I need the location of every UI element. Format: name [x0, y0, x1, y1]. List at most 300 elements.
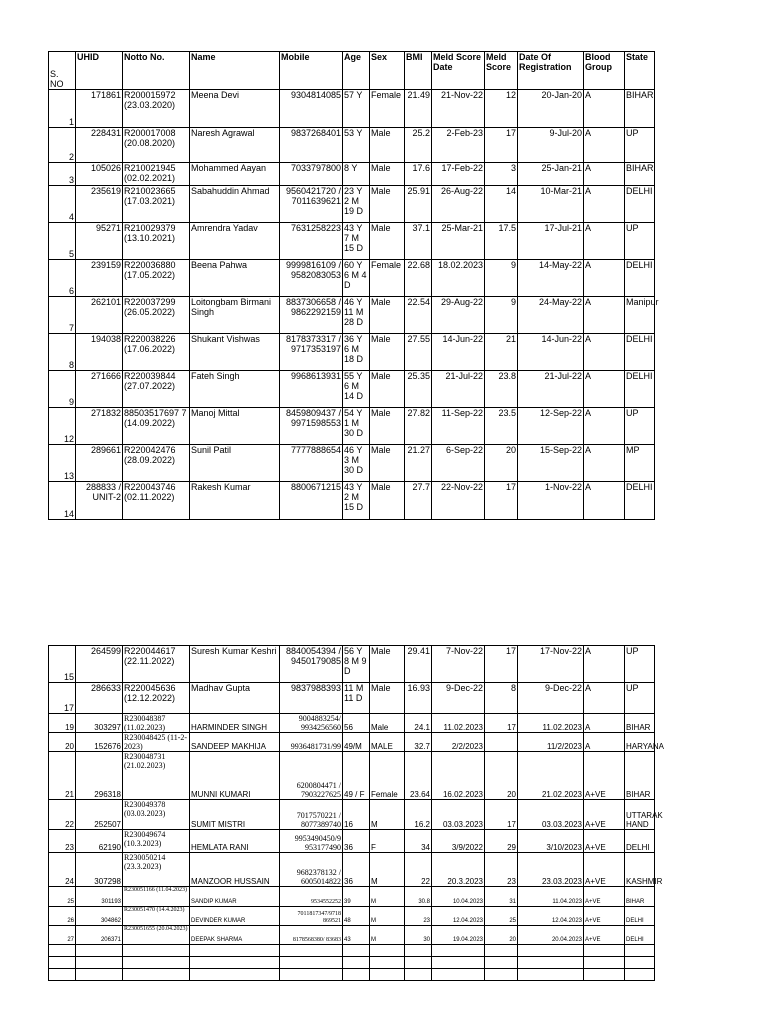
cell-notto: R200015972 (23.03.2020) [123, 90, 190, 128]
cell-sex: Male [370, 334, 405, 371]
empty-cell [190, 945, 280, 957]
cell-blood: A+VE [584, 800, 625, 830]
cell-age: 36 Y 6 M 18 D [343, 334, 370, 371]
cell-bmi: 24.1 [405, 714, 432, 733]
cell-bmi: 16.2 [405, 800, 432, 830]
cell-sno: 8 [49, 334, 76, 371]
cell-notto: R220045636 (12.12.2022) [123, 683, 190, 714]
cell-sex: M [370, 907, 405, 926]
cell-sno: 1 [49, 90, 76, 128]
empty-cell [280, 957, 343, 969]
cell-bmi: 22 [405, 853, 432, 887]
cell-meld: 29 [485, 830, 518, 853]
cell-meld: 31 [485, 887, 518, 907]
cell-meld-date: 16.02.2023 [432, 752, 485, 800]
cell-bmi: 27.82 [405, 408, 432, 445]
empty-cell [432, 945, 485, 957]
cell-sex: F [370, 830, 405, 853]
cell-uhid: 303297 [76, 714, 123, 733]
empty-cell [49, 945, 76, 957]
cell-meld: 17 [485, 800, 518, 830]
cell-meld-date: 14-Jun-22 [432, 334, 485, 371]
cell-sex: M [370, 887, 405, 907]
cell-reg-date: 9-Jul-20 [518, 128, 584, 163]
cell-meld: 8 [485, 683, 518, 714]
cell-sex: M [370, 853, 405, 887]
cell-state: DELHI [625, 907, 655, 926]
cell-sno: 20 [49, 733, 76, 752]
cell-notto: R220044617 (22.11.2022) [123, 646, 190, 683]
cell-meld: 20 [485, 445, 518, 482]
cell-meld: 9 [485, 260, 518, 297]
empty-cell [123, 957, 190, 969]
cell-name: Amrendra Yadav [190, 223, 280, 260]
cell-blood: A [584, 186, 625, 223]
table-row [49, 926, 655, 945]
cell-blood: A [584, 714, 625, 733]
cell-age: 49 / F [343, 752, 370, 800]
empty-cell [76, 945, 123, 957]
cell-uhid: 194038 [76, 334, 123, 371]
cell-meld-date: 19.04.2023 [432, 926, 485, 945]
cell-reg-date: 20.04.2023 [518, 926, 584, 945]
table-row [49, 752, 655, 800]
cell-age: 53 Y [343, 128, 370, 163]
cell-blood: A+VE [584, 887, 625, 907]
table-row [49, 260, 655, 297]
cell-sno: 22 [49, 800, 76, 830]
table-row [49, 186, 655, 223]
cell-notto: R230048387 (11.02.2023) [123, 714, 190, 733]
cell-bmi: 22.54 [405, 297, 432, 334]
cell-mobile: 8837306658 / 9862292159 [280, 297, 343, 334]
cell-name: Suresh Kumar Keshri [190, 646, 280, 683]
cell-uhid: 262101 [76, 297, 123, 334]
cell-meld-date: 03.03.2023 [432, 800, 485, 830]
cell-notto: R220039844 (27.07.2022) [123, 371, 190, 408]
cell-notto: R230048425 (11-2-2023) [123, 733, 190, 752]
cell-bmi: 16.93 [405, 683, 432, 714]
table-row [49, 482, 655, 520]
cell-sex: MALE [370, 733, 405, 752]
cell-sno: 12 [49, 408, 76, 445]
col-header-mobile: Mobile [280, 52, 343, 90]
cell-uhid: 95271 [76, 223, 123, 260]
table-row [49, 853, 655, 887]
cell-mobile: 9837988393 [280, 683, 343, 714]
cell-bmi: 23 [405, 907, 432, 926]
cell-blood: A [584, 163, 625, 186]
cell-blood: A [584, 297, 625, 334]
cell-mobile: 7777888654 [280, 445, 343, 482]
cell-state: MP [625, 445, 655, 482]
cell-name: Rakesh Kumar [190, 482, 280, 520]
cell-sex: Male [370, 297, 405, 334]
empty-cell [625, 945, 655, 957]
cell-meld-date: 21-Nov-22 [432, 90, 485, 128]
cell-sex: Male [370, 482, 405, 520]
cell-bmi: 37.1 [405, 223, 432, 260]
cell-state: BIHAR [625, 752, 655, 800]
col-header-blood-group: Blood Group [584, 52, 625, 90]
cell-state: UP [625, 128, 655, 163]
cell-mobile: 7033797800 [280, 163, 343, 186]
cell-uhid: 296318 [76, 752, 123, 800]
table-row [49, 334, 655, 371]
col-header-reg-date: Date Of Registration [518, 52, 584, 90]
cell-reg-date: 24-May-22 [518, 297, 584, 334]
cell-notto: R210021945 (02.02.2021) [123, 163, 190, 186]
cell-notto: 88503517697 7 (14.09.2022) [123, 408, 190, 445]
empty-cell [518, 957, 584, 969]
empty-cell [370, 957, 405, 969]
cell-blood: A [584, 733, 625, 752]
cell-sno: 25 [49, 887, 76, 907]
cell-age: 43 Y 2 M 15 D [343, 482, 370, 520]
cell-uhid: 307298 [76, 853, 123, 887]
cell-bmi: 25.35 [405, 371, 432, 408]
cell-blood: A+VE [584, 853, 625, 887]
cell-sno: 14 [49, 482, 76, 520]
cell-age: 39 [343, 887, 370, 907]
cell-uhid: 264599 [76, 646, 123, 683]
cell-blood: A+VE [584, 907, 625, 926]
table-row [49, 371, 655, 408]
cell-notto: R230051166 (11.04.2023) [123, 887, 190, 907]
cell-mobile: 9560421720 / 7011639621 [280, 186, 343, 223]
cell-blood: A+VE [584, 830, 625, 853]
cell-age: 46 Y 3 M 30 D [343, 445, 370, 482]
cell-notto: R200017008 (20.08.2020) [123, 128, 190, 163]
col-header-name: Name [190, 52, 280, 90]
cell-state: UP [625, 408, 655, 445]
cell-uhid: 239159 [76, 260, 123, 297]
empty-cell [76, 969, 123, 981]
empty-cell [405, 945, 432, 957]
cell-reg-date: 11/2/2023 [518, 733, 584, 752]
cell-mobile: 9999816109 / 9582083053 [280, 260, 343, 297]
cell-name: HEMLATA RANI [190, 830, 280, 853]
cell-bmi: 25.2 [405, 128, 432, 163]
cell-notto: R230050214 (23.3.2023) [123, 853, 190, 887]
cell-name: Shukant Vishwas [190, 334, 280, 371]
cell-state: DELHI [625, 260, 655, 297]
cell-age: 11 M 11 D [343, 683, 370, 714]
cell-sex: M [370, 926, 405, 945]
cell-state: DELHI [625, 482, 655, 520]
cell-state: DELHI [625, 926, 655, 945]
cell-age: 57 Y [343, 90, 370, 128]
empty-cell [485, 969, 518, 981]
cell-notto: R230049674 (10.3.2023) [123, 830, 190, 853]
patient-table-2 [48, 645, 664, 981]
cell-uhid: 62190 [76, 830, 123, 853]
cell-state: BIHAR [625, 90, 655, 128]
cell-age: 46 Y 11 M 28 D [343, 297, 370, 334]
cell-name: SUMIT MISTRI [190, 800, 280, 830]
cell-meld-date: 25-Mar-21 [432, 223, 485, 260]
cell-uhid: 271666 [76, 371, 123, 408]
cell-uhid: 304862 [76, 907, 123, 926]
cell-mobile: 9004883254/ 9934256560 [280, 714, 343, 733]
cell-meld: 17 [485, 128, 518, 163]
cell-sno: 17 [49, 683, 76, 714]
cell-meld: 17 [485, 646, 518, 683]
cell-meld-date: 3/9/2022 [432, 830, 485, 853]
cell-bmi: 27.55 [405, 334, 432, 371]
cell-sex: Male [370, 186, 405, 223]
table-row [49, 830, 655, 853]
cell-state: Manipur [625, 297, 655, 334]
cell-notto: R220038226 (17.06.2022) [123, 334, 190, 371]
cell-name: Sunil Patil [190, 445, 280, 482]
table-row [49, 445, 655, 482]
cell-reg-date: 10-Mar-21 [518, 186, 584, 223]
cell-blood: A [584, 445, 625, 482]
header-row [49, 52, 655, 90]
cell-reg-date: 15-Sep-22 [518, 445, 584, 482]
cell-meld: 17 [485, 714, 518, 733]
cell-uhid: 235619 [76, 186, 123, 223]
cell-mobile: 8459809437 / 9971598553 [280, 408, 343, 445]
col-header-meld-score: Meld Score [485, 52, 518, 90]
cell-mobile: 8840054394 / 9450179085 [280, 646, 343, 683]
cell-age: 55 Y 6 M 14 D [343, 371, 370, 408]
empty-cell [584, 969, 625, 981]
empty-cell [485, 957, 518, 969]
empty-cell [123, 945, 190, 957]
table-row [49, 714, 655, 733]
cell-uhid: 288833 / UNIT-2 [76, 482, 123, 520]
cell-state: DELHI [625, 830, 655, 853]
cell-meld-date: 2/2/2023 [432, 733, 485, 752]
empty-cell [518, 945, 584, 957]
col-header-age: Age [343, 52, 370, 90]
cell-meld: 23.5 [485, 408, 518, 445]
cell-name: Naresh Agrawal [190, 128, 280, 163]
cell-reg-date: 1-Nov-22 [518, 482, 584, 520]
cell-notto: R230049378 (03.03.2023) [123, 800, 190, 830]
cell-sno: 3 [49, 163, 76, 186]
cell-blood: A [584, 260, 625, 297]
cell-age: 36 [343, 830, 370, 853]
cell-state: BIHAR [625, 714, 655, 733]
cell-name: DEVINDER KUMAR [190, 907, 280, 926]
empty-cell [76, 957, 123, 969]
empty-cell [343, 957, 370, 969]
cell-name: SANDEEP MAKHIJA [190, 733, 280, 752]
cell-meld: 23 [485, 853, 518, 887]
cell-sex: Female [370, 260, 405, 297]
cell-name: Madhav Gupta [190, 683, 280, 714]
cell-meld: 21 [485, 334, 518, 371]
cell-meld-date: 12.04.2023 [432, 907, 485, 926]
cell-sno: 7 [49, 297, 76, 334]
cell-sno: 4 [49, 186, 76, 223]
cell-mobile: 9968613931 [280, 371, 343, 408]
patient-table-1 [48, 51, 659, 520]
empty-cell [584, 957, 625, 969]
cell-sex: Male [370, 408, 405, 445]
cell-notto: R230048731 (21.02.2023) [123, 752, 190, 800]
cell-meld: 23.8 [485, 371, 518, 408]
cell-sno: 19 [49, 714, 76, 733]
cell-reg-date: 21-Jul-22 [518, 371, 584, 408]
cell-state: UP [625, 646, 655, 683]
cell-name: DEEPAK SHARMA [190, 926, 280, 945]
empty-row [49, 945, 655, 957]
cell-state: HARYANA [625, 733, 655, 752]
empty-cell [405, 969, 432, 981]
empty-cell [584, 945, 625, 957]
empty-cell [432, 969, 485, 981]
table-row [49, 733, 655, 752]
cell-age: 56 [343, 714, 370, 733]
empty-cell [370, 945, 405, 957]
cell-blood: A [584, 408, 625, 445]
cell-name: Meena Devi [190, 90, 280, 128]
cell-mobile: 7017570221 / 8077389740 [280, 800, 343, 830]
cell-state: BIHAR [625, 163, 655, 186]
cell-reg-date: 17-Jul-21 [518, 223, 584, 260]
cell-uhid: 228431 [76, 128, 123, 163]
cell-meld-date: 6-Sep-22 [432, 445, 485, 482]
cell-bmi: 22.68 [405, 260, 432, 297]
cell-mobile: 9534552252 [280, 887, 343, 907]
cell-blood: A [584, 683, 625, 714]
cell-sno: 23 [49, 830, 76, 853]
cell-bmi: 25.91 [405, 186, 432, 223]
cell-blood: A [584, 334, 625, 371]
cell-sex: Male [370, 445, 405, 482]
cell-state: UTTARAK HAND [625, 800, 655, 830]
cell-sno: 13 [49, 445, 76, 482]
empty-cell [49, 957, 76, 969]
cell-age: 23 Y 2 M 19 D [343, 186, 370, 223]
cell-sno: 27 [49, 926, 76, 945]
cell-name: HARMINDER SINGH [190, 714, 280, 733]
cell-blood: A [584, 482, 625, 520]
col-header-sno: S. NO [49, 52, 76, 90]
empty-row [49, 957, 655, 969]
table-row [49, 128, 655, 163]
col-header-uhid: UHID [76, 52, 123, 90]
cell-reg-date: 9-Dec-22 [518, 683, 584, 714]
table-row [49, 683, 655, 714]
table-row [49, 887, 655, 907]
empty-cell [432, 957, 485, 969]
cell-blood: A [584, 646, 625, 683]
empty-cell [190, 969, 280, 981]
cell-uhid: 171861 [76, 90, 123, 128]
cell-name: Sabahuddin Ahmad [190, 186, 280, 223]
cell-meld: 9 [485, 297, 518, 334]
cell-notto: R230051655 (20.04.2023) [123, 926, 190, 945]
cell-reg-date: 12.04.2023 [518, 907, 584, 926]
empty-cell [343, 969, 370, 981]
empty-cell [518, 969, 584, 981]
cell-sex: M [370, 800, 405, 830]
empty-row [49, 969, 655, 981]
cell-age: 49/M [343, 733, 370, 752]
cell-uhid: 105026 [76, 163, 123, 186]
cell-reg-date: 11.04.2023 [518, 887, 584, 907]
cell-bmi: 30 [405, 926, 432, 945]
cell-meld-date: 21-Jul-22 [432, 371, 485, 408]
cell-meld-date: 26-Aug-22 [432, 186, 485, 223]
empty-cell [49, 969, 76, 981]
empty-cell [190, 957, 280, 969]
cell-meld-date: 9-Dec-22 [432, 683, 485, 714]
cell-sno: 5 [49, 223, 76, 260]
cell-meld-date: 7-Nov-22 [432, 646, 485, 683]
cell-bmi: 30.8 [405, 887, 432, 907]
cell-meld-date: 18.02.2023 [432, 260, 485, 297]
cell-name: MANZOOR HUSSAIN [190, 853, 280, 887]
cell-name: SANDIP KUMAR [190, 887, 280, 907]
cell-name: Mohammed Aayan [190, 163, 280, 186]
cell-age: 60 Y 6 M 4 D [343, 260, 370, 297]
cell-blood: A+VE [584, 926, 625, 945]
cell-sex: Female [370, 90, 405, 128]
cell-sno: 6 [49, 260, 76, 297]
table-row [49, 223, 655, 260]
cell-meld: 20 [485, 752, 518, 800]
cell-bmi: 23.64 [405, 752, 432, 800]
cell-mobile: 9304814085 [280, 90, 343, 128]
cell-meld: 25 [485, 907, 518, 926]
cell-age: 48 [343, 907, 370, 926]
cell-sno: 21 [49, 752, 76, 800]
cell-name: Manoj Mittal [190, 408, 280, 445]
cell-reg-date: 11.02.2023 [518, 714, 584, 733]
cell-mobile: 6200804471 / 7903227625 [280, 752, 343, 800]
table-row [49, 907, 655, 926]
col-header-sex: Sex [370, 52, 405, 90]
col-header-meld-date: Meld Score Date [432, 52, 485, 90]
cell-meld-date: 20.3.2023 [432, 853, 485, 887]
cell-blood: A [584, 90, 625, 128]
cell-blood: A [584, 371, 625, 408]
cell-sex: Male [370, 128, 405, 163]
empty-cell [123, 969, 190, 981]
cell-meld: 17.5 [485, 223, 518, 260]
cell-mobile: 7011817347/9718 869521 [280, 907, 343, 926]
cell-bmi: 21.27 [405, 445, 432, 482]
table-row [49, 800, 655, 830]
cell-mobile: 8178568380/ 83683 [280, 926, 343, 945]
col-header-notto: Notto No. [123, 52, 190, 90]
table-row [49, 646, 655, 683]
cell-bmi: 21.49 [405, 90, 432, 128]
empty-cell [625, 957, 655, 969]
cell-sno: 26 [49, 907, 76, 926]
cell-notto: R220036880 (17.05.2022) [123, 260, 190, 297]
table-row [49, 297, 655, 334]
cell-meld: 12 [485, 90, 518, 128]
empty-cell [625, 969, 655, 981]
cell-sno: 2 [49, 128, 76, 163]
cell-name: Loitongbam Birmani Singh [190, 297, 280, 334]
cell-uhid: 206371 [76, 926, 123, 945]
cell-uhid: 286633 [76, 683, 123, 714]
cell-blood: A [584, 223, 625, 260]
cell-reg-date: 3/10/2023 [518, 830, 584, 853]
cell-notto: R220042476 (28.09.2022) [123, 445, 190, 482]
cell-reg-date: 23.03.2023 [518, 853, 584, 887]
cell-uhid: 301193 [76, 887, 123, 907]
cell-bmi: 17.6 [405, 163, 432, 186]
